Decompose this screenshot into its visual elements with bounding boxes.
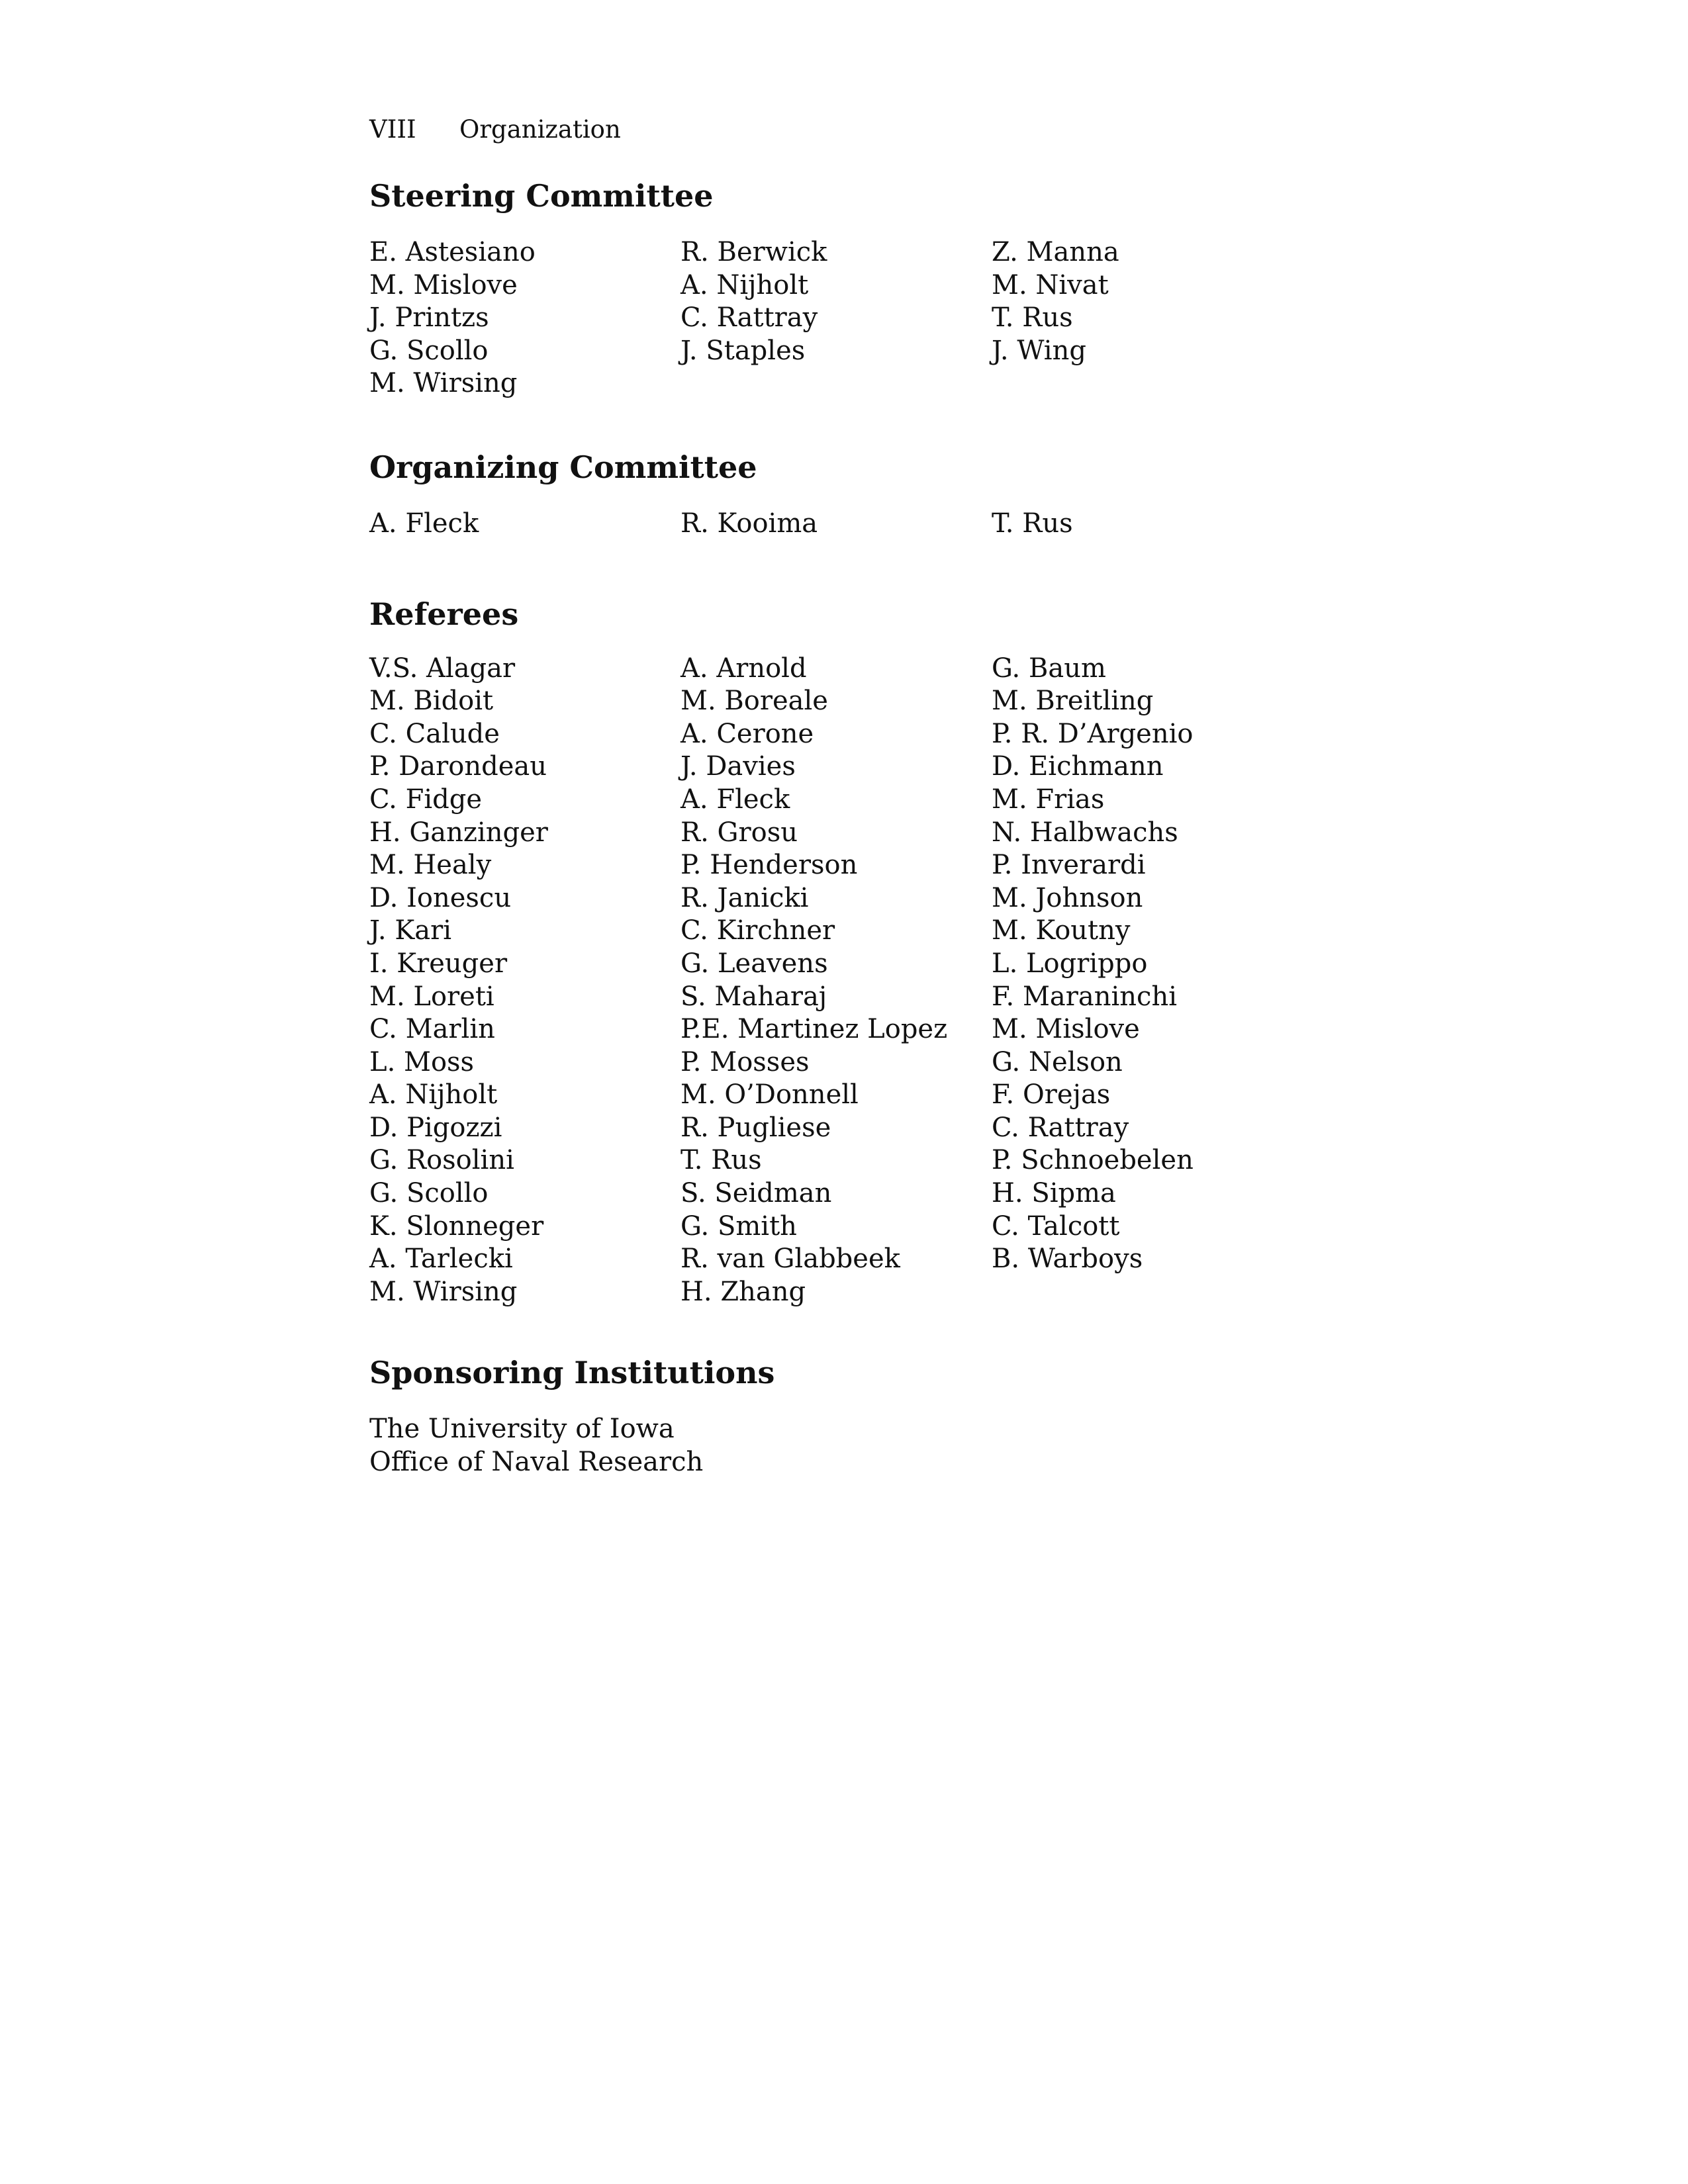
member-name: P. R. D’Argenio <box>992 718 1194 749</box>
organizing-committee-list <box>369 508 1323 541</box>
member-name: N. Halbwachs <box>992 817 1178 848</box>
member-name: M. O’Donnell <box>680 1079 859 1111</box>
member-name: A. Nijholt <box>369 1079 498 1111</box>
referees-heading: Referees <box>369 596 519 632</box>
member-name: G. Leavens <box>680 948 828 979</box>
member-name: G. Smith <box>680 1210 797 1242</box>
member-name: A. Arnold <box>680 653 807 684</box>
member-name: D. Ionescu <box>369 882 512 913</box>
steering-committee-list <box>369 236 1323 400</box>
member-name: P.E. Martinez Lopez <box>680 1014 948 1045</box>
member-name: G. Baum <box>992 653 1106 684</box>
member-name: M. Mislove <box>992 1014 1140 1045</box>
name-column-1 <box>369 508 680 541</box>
member-name: C. Rattray <box>992 1112 1129 1143</box>
member-name: J. Printzs <box>369 302 489 334</box>
member-name: C. Calude <box>369 718 500 749</box>
member-name: M. Bidoit <box>369 686 494 717</box>
member-name: M. Wirsing <box>369 1276 518 1307</box>
member-name: C. Marlin <box>369 1014 495 1045</box>
member-name: P. Darondeau <box>369 751 547 782</box>
member-name: J. Davies <box>680 751 796 782</box>
member-name: F. Maraninchi <box>992 981 1177 1012</box>
member-name: C. Talcott <box>992 1210 1120 1242</box>
member-name: I. Kreuger <box>369 948 508 979</box>
member-name: B. Warboys <box>992 1244 1143 1275</box>
member-name: L. Moss <box>369 1046 475 1077</box>
member-name: H. Sipma <box>992 1178 1116 1209</box>
member-name: Z. Manna <box>992 237 1119 267</box>
member-name: M. Boreale <box>680 686 828 717</box>
member-name: G. Scollo <box>369 1178 489 1209</box>
member-name: T. Rus <box>992 302 1073 334</box>
member-name: V.S. Alagar <box>369 653 516 684</box>
member-name: R. van Glabbeek <box>680 1244 900 1275</box>
member-name: R. Kooima <box>680 508 818 539</box>
member-name: A. Fleck <box>369 508 479 539</box>
running-head <box>369 111 1323 148</box>
sponsor-item: The University of Iowa <box>369 1414 675 1445</box>
name-column-2 <box>680 508 992 541</box>
name-column-1 <box>369 653 680 1309</box>
member-name: P. Henderson <box>680 850 858 881</box>
sponsor-item: Office of Naval Research <box>369 1447 704 1478</box>
member-name: C. Fidge <box>369 784 483 815</box>
member-name: T. Rus <box>680 1145 762 1176</box>
member-name: J. Kari <box>369 915 452 946</box>
referees-list <box>369 653 1323 1309</box>
member-name: P. Inverardi <box>992 850 1146 881</box>
name-column-2 <box>680 236 992 400</box>
page-number: VIII <box>369 115 416 144</box>
member-name: A. Cerone <box>680 718 814 749</box>
member-name: M. Wirsing <box>369 368 518 399</box>
member-name: F. Orejas <box>992 1079 1111 1111</box>
member-name: P. Schnoebelen <box>992 1145 1194 1176</box>
name-column-3 <box>992 508 1303 541</box>
member-name: D. Eichmann <box>992 751 1164 782</box>
member-name: K. Slonneger <box>369 1210 544 1242</box>
member-name: J. Wing <box>992 335 1086 366</box>
member-name: G. Nelson <box>992 1046 1123 1077</box>
member-name: M. Healy <box>369 850 492 881</box>
member-name: D. Pigozzi <box>369 1112 502 1143</box>
member-name: R. Berwick <box>680 237 827 267</box>
organizing-committee-heading: Organizing Committee <box>369 449 757 485</box>
page-content <box>369 111 1323 1479</box>
member-name: M. Koutny <box>992 915 1131 946</box>
member-name: E. Astesiano <box>369 237 536 267</box>
member-name: R. Grosu <box>680 817 798 848</box>
name-column-3 <box>992 236 1303 400</box>
member-name: M. Nivat <box>992 269 1109 300</box>
member-name: R. Pugliese <box>680 1112 831 1143</box>
member-name: G. Rosolini <box>369 1145 514 1176</box>
running-title: Organization <box>459 115 621 144</box>
member-name: P. Mosses <box>680 1046 810 1077</box>
member-name: M. Johnson <box>992 882 1143 913</box>
member-name: J. Staples <box>680 335 806 366</box>
sponsoring-institutions-heading: Sponsoring Institutions <box>369 1355 775 1391</box>
member-name: S. Seidman <box>680 1178 832 1209</box>
member-name: C. Rattray <box>680 302 818 334</box>
member-name: H. Ganzinger <box>369 817 548 848</box>
name-column-2 <box>680 653 992 1309</box>
member-name: M. Breitling <box>992 686 1154 717</box>
member-name: S. Maharaj <box>680 981 827 1012</box>
member-name: M. Mislove <box>369 269 518 300</box>
member-name: G. Scollo <box>369 335 489 366</box>
member-name: M. Frias <box>992 784 1105 815</box>
member-name: R. Janicki <box>680 882 809 913</box>
name-column-3 <box>992 653 1303 1309</box>
member-name: C. Kirchner <box>680 915 835 946</box>
member-name: L. Logrippo <box>992 948 1148 979</box>
member-name: A. Tarlecki <box>369 1244 513 1275</box>
member-name: A. Nijholt <box>680 269 809 300</box>
name-column-1 <box>369 236 680 400</box>
member-name: H. Zhang <box>680 1276 806 1307</box>
steering-committee-heading: Steering Committee <box>369 178 714 214</box>
member-name: A. Fleck <box>680 784 790 815</box>
member-name: T. Rus <box>992 508 1073 539</box>
sponsoring-institutions-list <box>369 1413 1323 1479</box>
member-name: M. Loreti <box>369 981 494 1012</box>
